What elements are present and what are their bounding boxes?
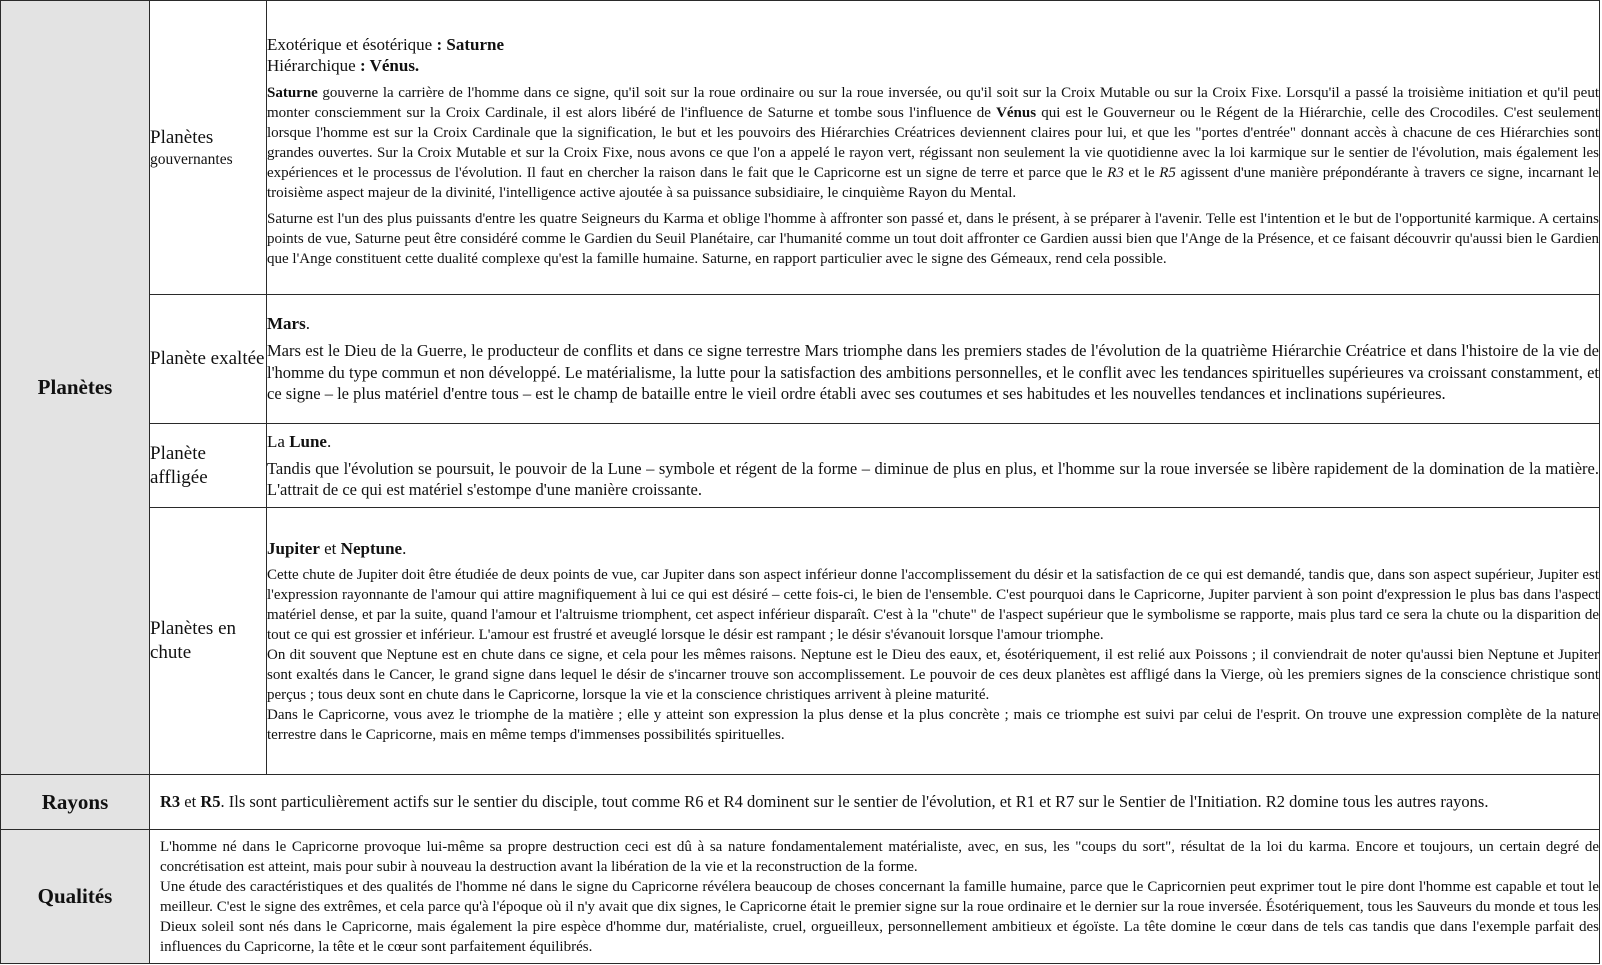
row-planetes-en-chute — [1, 508, 1600, 775]
paragraph-saturne-1: Saturne gouverne la carrière de l'homme dans ce signe, qu'il soit sur la roue ordinaire ou sur la roue inversée, ou qu'il soit sur la Croix Mutable ou sur la Croix Fixe. Lorsqu'il a passé la troisième initiation et qu'il peut monter consciemment sur la Croix Cardinale, il est alors libéré de l'influence de Saturne et tombe sous l'influence de Vénus qui est le Gouverneur ou le Régent de la Hiérarchie, celle des Crocodiles. C'est seulement lorsque l'homme est sur la Croix Cardinale que la signification, le but et les pouvoirs des Hiérarchies Créatrices deviennent claires pour lui, et que les "portes d'entrée" donnant accès à chacune de ces Hiérarchies sont grandes ouvertes. Sur la Croix Mutable et sur la Croix Fixe, nous avons ce que l'on a appelé le rayon vert, régissant non seulement la vie quotidienne avec la loi karmique sur le sentier de l'évolution, mais également les expériences et le processus de l'évolution. Il faut en chercher la raison dans le fait que le Capricorne est un signe de terre et parce que le R3 et le R5 agissent d'une manière prépondérante à travers ce signe, incarnant le troisième aspect majeur de la divinité, l'intelligence active ajoutée à sa puissance subsidiaire, le cinquième Rayon du Mental. — [267, 84, 1599, 201]
category-rayons: Rayons — [1, 775, 150, 830]
label-gouvernantes-main: Planètes — [150, 126, 214, 148]
label-planetes-gouvernantes — [150, 1, 267, 295]
paragraph-neptune: On dit souvent que Neptune est en chute dans ce signe, et cela pour les mêmes raisons. Neptune est le Dieu des eaux, et, ésotériquement, il est relié aux Poissons ; il conviendrait de noter qu'aussi bien Neptune et Jupiter sont exaltés dans le Cancer, le grand signe dans lequel le désir de s'incarner trouve son accomplissement. Le pouvoir de ces deux planètes est affligé dans la Vierge, où les premiers signes de la conscience christique sont perçus ; tous deux sont en chute dans le Capricorne, lorsque la vie et la conscience christiques arrivent à pleine maturité. — [267, 646, 1599, 703]
row-rayons — [1, 775, 1600, 830]
row-qualites — [1, 830, 1600, 964]
content-planete-affligee — [267, 424, 1600, 508]
row-planete-affligee — [1, 424, 1600, 508]
paragraph-lune: Tandis que l'évolution se poursuit, le pouvoir de la Lune – symbole et régent de la forme – diminue de plus en plus, et l'homme sur la roue inversée se libère rapidement de la domination de la matière. L'attrait de ce qui est matériel s'estompe d'une manière croissante. — [267, 458, 1599, 499]
row-planete-exaltee — [1, 295, 1600, 424]
paragraph-rayons: R3 et R5. Ils sont particulièrement actifs sur le sentier du disciple, tout comme R6 et R4 dominent sur le sentier de l'évolution, et R1 et R7 sur le Sentier de l'Initiation. R2 domine tous les autres rayons. — [160, 792, 1489, 812]
ruler-hierarchic-line: Hiérarchique : Vénus. — [267, 55, 420, 75]
ruler-exoteric-line: Exotérique et ésotérique : Saturne — [267, 34, 504, 54]
label-planete-affligee: Planète affligée — [150, 424, 267, 508]
content-planetes-gouvernantes — [267, 1, 1600, 295]
category-planetes: Planètes — [1, 1, 150, 775]
content-qualites — [150, 830, 1600, 964]
heading-mars: Mars. — [267, 314, 310, 334]
paragraph-qualites-1: L'homme né dans le Capricorne provoque lui-même sa propre destruction ceci est dû à sa nature fondamentalement matérialiste, avec, en sus, les "coups du sort", résultat de la loi du karma. Encore et toujours, un certain degré de concrétisation est atteint, mais pour subir à nouveau la destruction avant la libération de la vie et la reconstruction de la forme. — [160, 838, 1599, 875]
label-gouvernantes-small: gouvernantes — [150, 150, 233, 168]
paragraph-saturne-2: Saturne est l'un des plus puissants d'entre les quatre Seigneurs du Karma et oblige l'homme à affronter son passé et, dans le présent, à se préparer à l'avenir. Telle est l'intention et le but de l'opportunité karmique. A certains points de vue, Saturne peut être considéré comme le Gardien du Seuil Planétaire, car l'humanité comme un tout doit affronter ce Gardien aussi bien que l'Ange de la Présence, et ce faisant découvrir qu'aussi bien le Gardien que l'Ange constituent cette dualité complexe qu'est la famille humaine. Saturne, en rapport particulier avec le signe des Gémeaux, rend cela possible. — [267, 210, 1599, 267]
label-planete-exaltee: Planète exaltée — [150, 295, 267, 424]
label-planetes-en-chute: Planètes en chute — [150, 508, 267, 775]
paragraph-mars: Mars est le Dieu de la Guerre, le producteur de conflits et dans ce signe terrestre Mars triomphe dans les premiers stades de l'évolution de la quatrième Hiérarchie Créatrice et dans l'histoire de la vie de l'homme du type commun et non développé. Le matérialisme, la lutte pour la satisfaction des ambitions personnelles, et le conflit avec les tendances spirituelles supérieures va croissant constamment, et ce signe – le plus matériel d'entre tous – est le champ de bataille entre le vieil ordre établi avec ses coutumes et ses habitudes et les nouvelles tendances et inclinations supérieures. — [267, 341, 1599, 404]
content-planetes-en-chute — [267, 508, 1600, 775]
content-planete-exaltee — [267, 295, 1600, 424]
heading-jupiter-neptune: Jupiter et Neptune. — [267, 538, 407, 558]
heading-lune: La Lune. — [267, 431, 332, 451]
content-rayons — [150, 775, 1600, 830]
paragraph-qualites-2: Une étude des caractéristiques et des qualités de l'homme né dans le signe du Capricorne révélera beaucoup de choses concernant la famille humaine, parce que le Capricornien peut exprimer tout le pire dont l'homme est capable et tout le meilleur. C'est le signe des extrêmes, et cela parce qu'à l'époque où il n'y avait que dix signes, le Capricorne était le premier signe sur la roue ordinaire et le dernier sur la roue inversée. Ésotériquement, tous les Sauveurs du monde et tous les Dieux soleil sont nés dans le Capricorne, mais également la pire espèce d'homme dur, matérialiste, cruel, orgueilleux, personnellement ambitieux et égoïste. La tête domine le cœur dans de tels cas tandis que dans l'exemple parfait des influences du Capricorne, la tête et le cœur sont parfaitement équilibrés. — [160, 878, 1599, 955]
category-qualites: Qualités — [1, 830, 150, 964]
paragraph-capricorne-matiere: Dans le Capricorne, vous avez le triomphe de la matière ; elle y atteint son expression la plus dense et la plus concrète ; mais ce triomphe est suivi par celui de l'esprit. On trouve une expression complète de la nature terrestre dans le Capricorne, mais en même temps d'immenses possibilités spirituelles. — [267, 706, 1599, 743]
paragraph-jupiter: Cette chute de Jupiter doit être étudiée de deux points de vue, car Jupiter dans son aspect inférieur donne l'accomplissement du désir et la satisfaction de ce qui est demandé, tandis que, dans son aspect supérieur, Jupiter est l'expression rayonnante de l'amour qui attire magnifiquement à lui ce qui est désiré – cette fois-ci, le bien de l'ensemble. C'est pourquoi dans le Capricorne, Jupiter parvient à son point d'expression le plus bas dans l'aspect matériel dense, et par la suite, quand l'amour et l'altruisme triomphent, cet aspect inférieur disparaît. C'est à la "chute" de l'aspect supérieur que le symbolisme se rapporte, mais plus tard ce sera la chute ou la disparition de tout ce qui est grossier et inférieur. L'amour est frustré et aveuglé lorsque le désir est rampant ; le désir s'évanouit lorsque l'amour triomphe. — [267, 566, 1599, 643]
row-planetes-gouvernantes — [1, 1, 1600, 295]
